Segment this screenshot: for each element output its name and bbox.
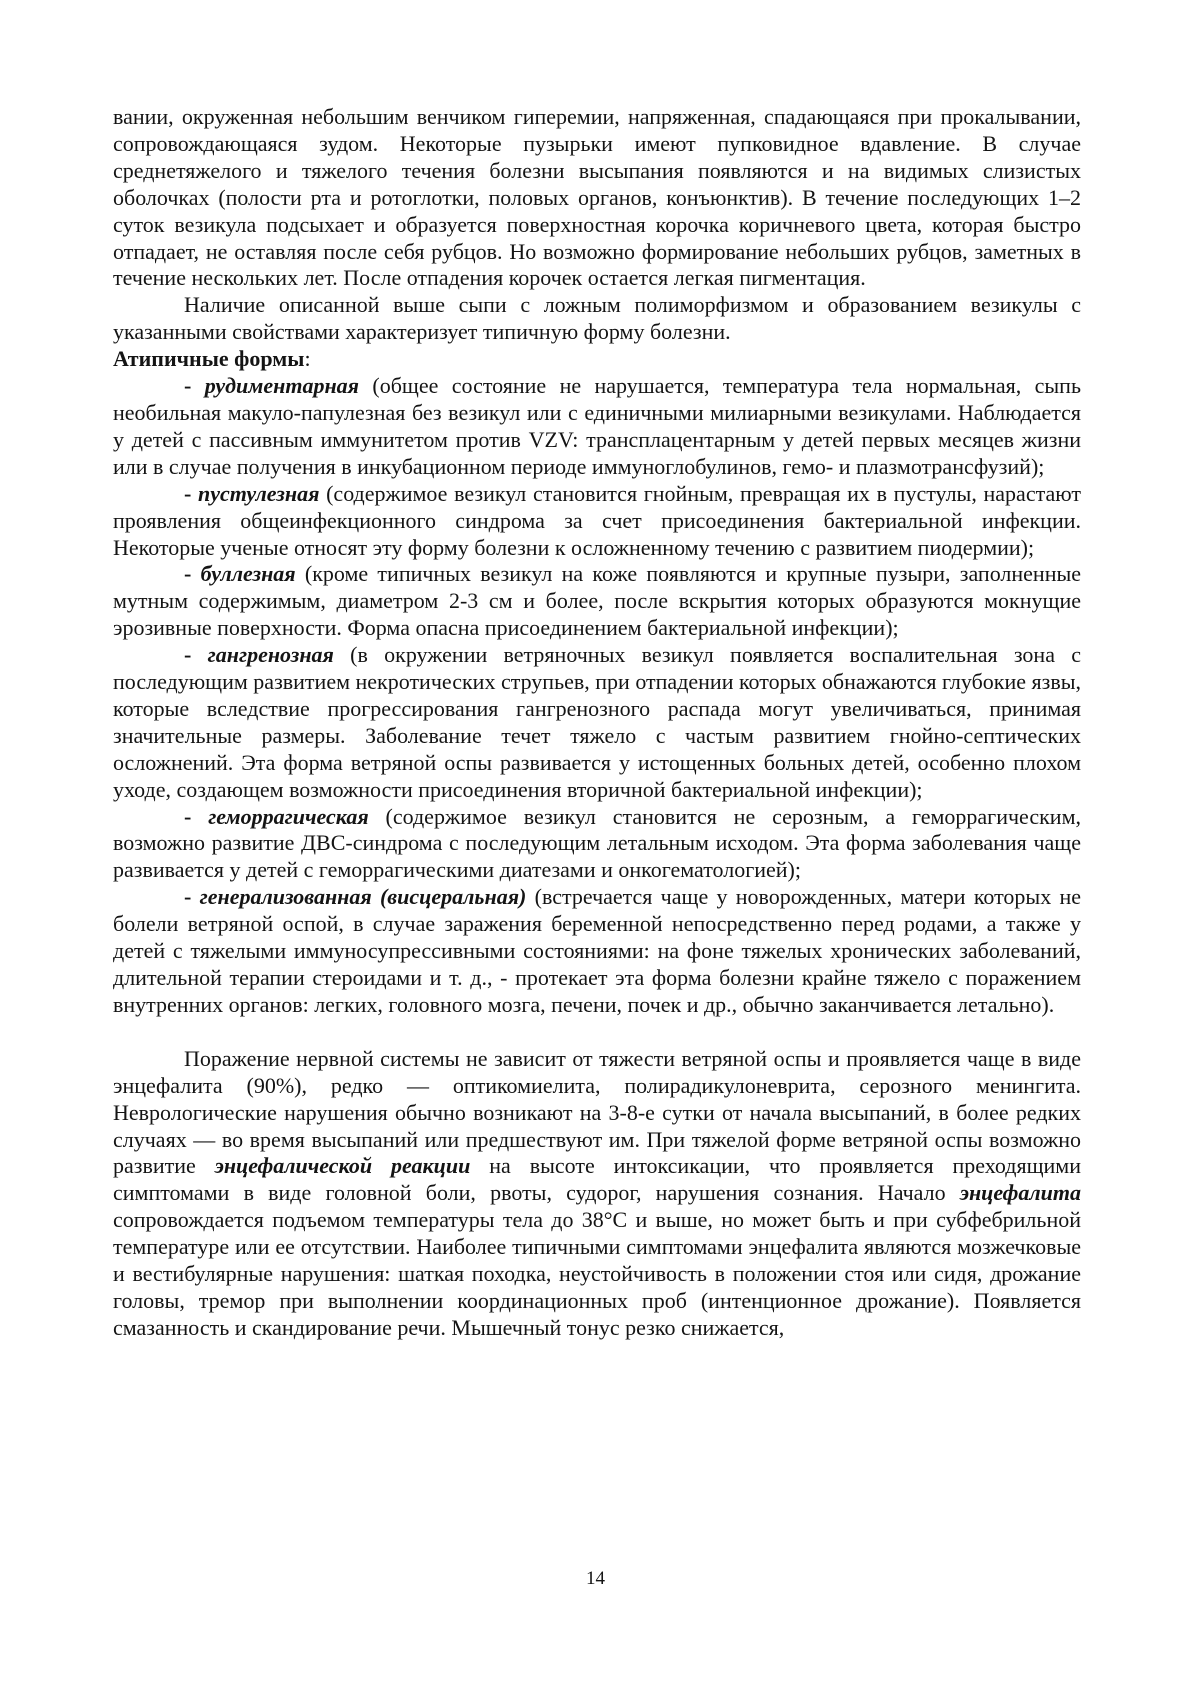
atypical-form-description: (в окружении ветряночных везикул появляется воспалительная зона с последующим развитием некротических струпьев, при отпадении которых обнажаются глубокие язвы, которые вследствие прогрессирования гангренозного распада могут увеличиваться, принимая значительные размеры. Заболевание течет тяжело с частым развитием гнойно-септических осложнений. Эта форма ветряной оспы развивается у истощенных больных детей, особенно плохом уходе, создающем возможности присоединения вторичной бактериальной инфекции); xyxy=(113,642,1081,802)
atypical-form-term: генерализованная (висцеральная) xyxy=(199,884,527,910)
atypical-form-item xyxy=(113,373,1081,481)
atypical-forms-heading xyxy=(113,346,1081,373)
page-number: 14 xyxy=(586,1568,605,1589)
atypical-form-term: геморрагическая xyxy=(208,803,369,829)
paragraph-typical-form: Наличие описанной выше сыпи с ложным полиморфизмом и образованием везикулы с указанными свойствами характеризует типичную форму болезни. xyxy=(113,292,1081,345)
atypical-form-item xyxy=(113,804,1081,885)
nervous-term: энцефалита xyxy=(959,1180,1081,1206)
nervous-text-part: Поражение нервной системы не зависит от тяжести ветряной оспы и проявляется чаще в виде энцефалита (90%), редко — оптикомиелита, полирадикулоневрита, серозного менингита. Неврологические нарушения обычно возникают на 3-8-е сутки от начала высыпаний, в более редких случаях — во время высыпаний или предшествуют им. При тяжелой форме ветряной оспы возможно развитие xyxy=(113,1045,1081,1179)
nervous-text-part: сопровождается подъемом температуры тела до 38°С и выше, но может быть и при субфебрильной температуре или ее отсутствии. Наиболее типичными симптомами энцефалита являются мозжечковые и вестибулярные нарушения: шаткая походка, неустойчивость в положении стоя или сидя, дрожание головы, тремор при выполнении координационных проб (интенционное дрожание). Появляется смазанность и скандирование речи. Мышечный тонус резко снижается, xyxy=(113,1207,1081,1340)
atypical-form-term: пустулезная xyxy=(198,480,320,506)
atypical-form-dash: - xyxy=(184,561,201,587)
atypical-form-item xyxy=(113,884,1081,1019)
atypical-form-item xyxy=(113,561,1081,642)
nervous-term: энцефалической реакции xyxy=(214,1153,471,1179)
body-text xyxy=(113,104,1081,1342)
atypical-form-description: (кроме типичных везикул на коже появляются и крупные пузыри, заполненные мутным содержимым, диаметром 2-3 см и более, после вскрытия которых образуются мокнущие эрозивные поверхности. Форма опасна присоединением бактериальной инфекции); xyxy=(113,561,1082,641)
atypical-form-term: гангренозная xyxy=(207,642,334,668)
atypical-form-dash: - xyxy=(184,642,208,668)
atypical-form-description: (содержимое везикул становится не серозным, а геморрагическим, возможно развитие ДВС-синдрома с последующим летальным исходом. Эта форма заболевания чаще развивается у детей с геморрагическими диатезами и онкогематологией); xyxy=(113,803,1081,883)
paragraph-vesicle-description: вании, окруженная небольшим венчиком гиперемии, напряженная, спадающаяся при прокалывании, сопровождающаяся зудом. Некоторые пузырьки имеют пупковидное вдавление. В случае среднетяжелого и тяжелого течения болезни высыпания появляются и на видимых слизистых оболочках (полости рта и ротоглотки, половых органов, конъюнктив). В течение последующих 1–2 суток везикула подсыхает и образуется поверхностная корочка коричневого цвета, которая быстро отпадает, не оставляя после себя рубцов. Но возможно формирование небольших рубцов, заметных в течение нескольких лет. После отпадения корочек остается легкая пигментация. xyxy=(113,104,1081,291)
atypical-form-description: (общее состояние не нарушается, температура тела нормальная, сыпь необильная макуло-папулезная без везикул или с единичными милиарными везикулами. Наблюдается у детей с пассивным иммунитетом против VZV: трансплацентарным у детей первых месяцев жизни или в случае получения в инкубационном периоде иммуноглобулинов, гемо- и плазмотрансфузий); xyxy=(113,373,1081,479)
atypical-form-item xyxy=(113,642,1081,803)
atypical-form-dash: - xyxy=(184,884,200,910)
atypical-form-description: (встречается чаще у новорожденных, матери которых не болели ветряной оспой, в случае заражения беременной непосредственно перед родами, а также у детей с тяжелыми иммуносупрессивными состояниями: на фоне тяжелых хронических заболеваний, длительной терапии стероидами и т. д., - протекает эта форма болезни крайне тяжело с поражением внутренних органов: легких, головного мозга, печени, почек и др., обычно заканчивается летально). xyxy=(113,884,1082,1017)
atypical-form-dash: - xyxy=(184,373,205,399)
atypical-form-dash: - xyxy=(184,480,199,506)
paragraph-nervous-system xyxy=(113,1046,1081,1342)
atypical-forms-heading-colon: : xyxy=(304,346,311,372)
atypical-form-description: (содержимое везикул становится гнойным, превращая их в пустулы, нарастают проявления общеинфекционного синдрома за счет присоединения бактериальной инфекции. Некоторые ученые относят эту форму болезни к осложненному течению с развитием пиодермии); xyxy=(113,480,1081,560)
atypical-forms-heading-text: Атипичные формы xyxy=(113,346,305,372)
atypical-form-term: рудиментарная xyxy=(204,373,359,399)
atypical-form-dash: - xyxy=(184,803,209,829)
atypical-form-term: буллезная xyxy=(200,561,296,587)
atypical-form-item xyxy=(113,481,1081,562)
nervous-text-part: на высоте интоксикации, что проявляется преходящими симптомами в виде головной боли, рвоты, судорог, нарушения сознания. Начало xyxy=(113,1153,1081,1206)
paragraph-spacer xyxy=(113,1019,1081,1046)
